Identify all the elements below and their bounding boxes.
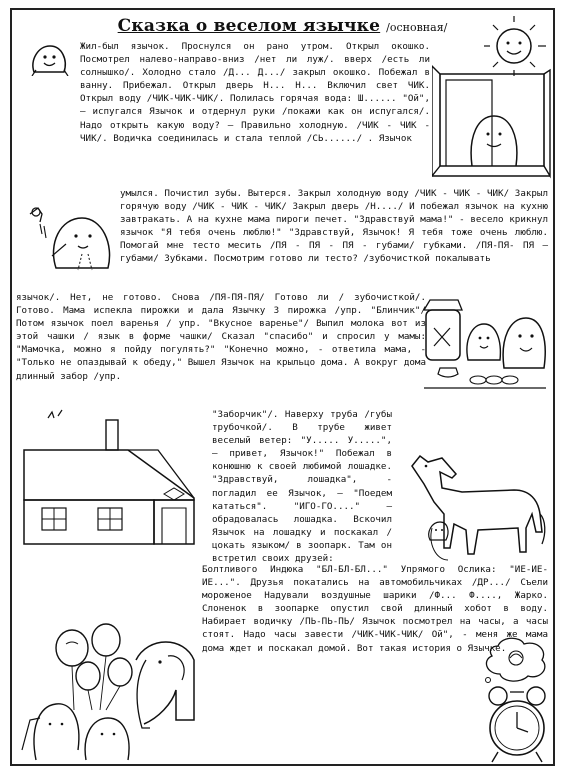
page-title: Сказка о веселом язычке: [117, 16, 381, 36]
thought-bubble-illustration: [480, 636, 552, 684]
story-paragraph-1: Жил-был язычок. Проснулся он рано утром. Открыл окошко. Посмотрел налево-направо-вниз /нет ли луж/. вверх /есть ли солнышко/. Холодно стало /Д... Д.../ закрыл окошко. Побежал в ванну. Прибежал. Открыл дверь Н... Н... Включил свет ЧИК. Открыл воду /ЧИК-ЧИК-ЧИК/. Полилась горячая вода: Ш...... "Ой", — испугался Язычок и отдернул руки /покажи как он испугался/. Надо открыть какую воду? — Правильно холодную. /ЧИК - ЧИК - ЧИК/. Водичка соединилась и стала теплой /СЬ....../ . Язычок: [80, 41, 430, 144]
house-illustration: [18, 408, 204, 548]
story-paragraph-5: Болтливого Индюка "БЛ-БЛ-БЛ..." Упрямого Ослика: "ИЕ-ИЕ-ИЕ...". Друзья покатались на автомобильчиках /ДР.../ Съели мороженое Надували воздушные шарики /Ф... Ф...., Жарко. Слоненок в зоопарке опустил свой длинный хобот в воду. Набирает водичку /ПЬ-ПЬ-ПЬ/ Язычок посмотрел на часы, а часы стоят. Надо часы завести /ЧИК-ЧИК-ЧИК/ Ой", - меня же мама дома ждет и поскакал домой. Вот такая история о Язычке.: [202, 564, 548, 654]
story-paragraph-2: умылся. Почистил зубы. Вытерся. Закрыл холодную воду /ЧИК - ЧИК - ЧИК/ Закрыл горячую воду /ЧИК - ЧИК - ЧИК/ Закрыл дверь /Н..../ И побежал язычок на кухню завтракать. А на кухне мама пироги печет. "Здравствуй мама!" - весело крикнул язычок "Я тебя очень люблю!" "Здравствуй, Язычок! Я тебя тоже очень люблю. Помогай мне тесто месить /ПЯ - ПЯ - ПЯ - губами/ губками. /ПЯ-ПЯ- ПЯ — губами/ Зубками. Посмотрим готово ли тесто? /зубочисткой покалывать: [120, 188, 548, 265]
page-subtitle: /основная/: [386, 21, 448, 34]
washing-tongue-illustration: [26, 194, 118, 278]
alarm-clock-illustration: [484, 684, 550, 764]
horse-illustration: [402, 448, 548, 564]
story-paragraph-3: язычок/. Нет, не готово. Снова /ПЯ-ПЯ-ПЯ/ Готово ли / зубочисткой/. Готово. Мама испекла пирожки и дала Язычку 3 пирожка /упр. "Блинчик"/ Потом язычок поел варенья / упр. "Вкусное варенье"/ Выпил молока вот из этой чашки / язык в форме чашки/ Сказал "спасибо" и спросил у мамы: "Мамочка, можно я пойду погулять?" "Конечно можно, - ответила мама, - "Только не опаздывай к обеду," Вышел Язычок на крыльцо дома. А вокруг дома длинный забор /упр.: [16, 292, 426, 382]
kitchen-jam-and-pies-illustration: [420, 288, 550, 398]
story-paragraph-4: "Заборчик"/. Наверху труба /губы трубочкой/. В трубе живет веселый ветер: "У..... У.....", — привет, Язычок!" Побежал в конюшню к своей любимой лошадке. "Здравствуй, лошадка", - погладил ее Язычок, — "Поедем кататься". "ИГО-ГО...." — обрадовалась лошадка. Вскочил Язычок на лошадку и поскакал /цокать языком/ в зоопарк. Там он встретил своих друзей:: [212, 409, 392, 565]
zoo-friends-illustration: [16, 600, 202, 762]
story-page: [10, 8, 555, 766]
tongue-character-illustration: [28, 42, 72, 76]
sun-and-window-illustration: [432, 16, 552, 186]
